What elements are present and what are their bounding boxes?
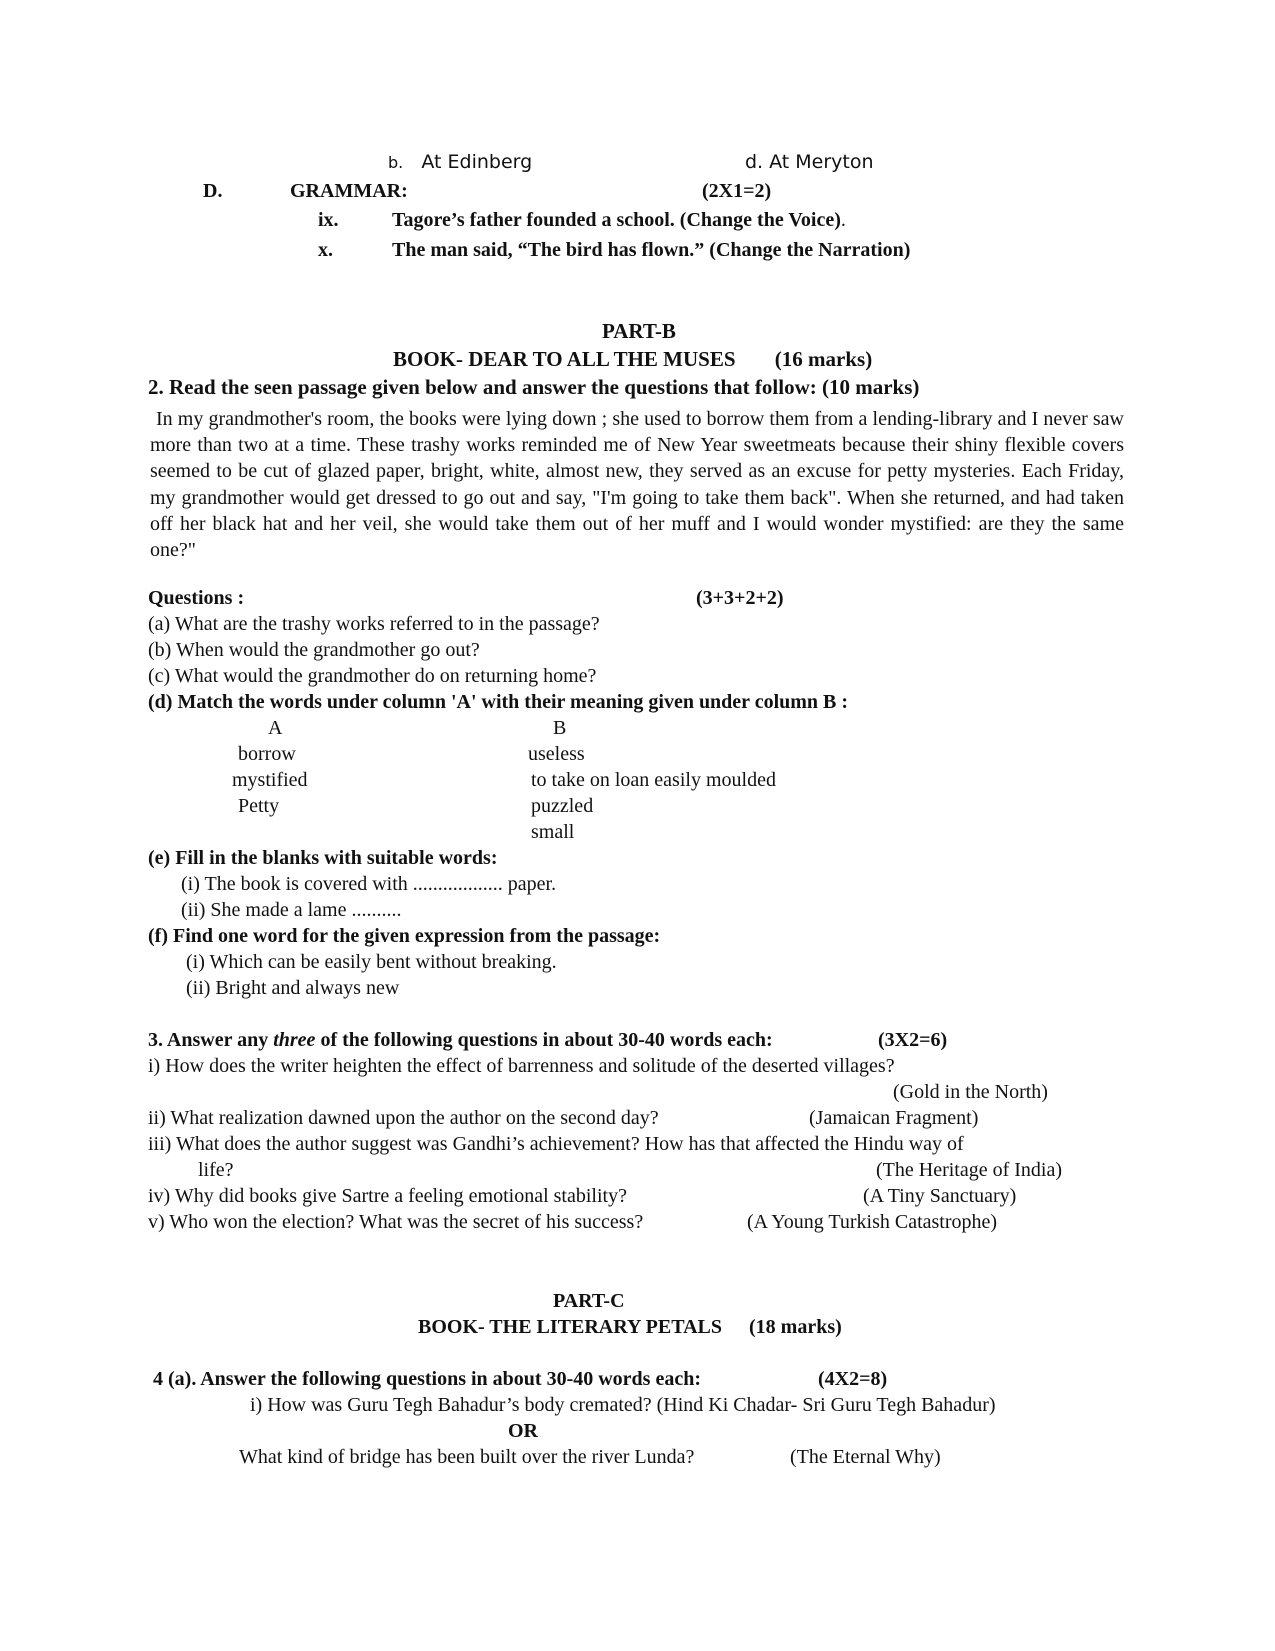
- q3-item-v-source: (A Young Turkish Catastrophe): [747, 1211, 998, 1233]
- q2-heading: 2. Read the seen passage given below and answer the questions that follow: (10 marks): [148, 375, 920, 399]
- q2-question-f-item: (ii) Bright and always new: [186, 977, 400, 999]
- column-b-item: small: [531, 821, 575, 843]
- q4-marks: (4X2=8): [818, 1368, 888, 1390]
- grammar-item-num: x.: [318, 239, 333, 261]
- q3-item-iii-continued: life?: [198, 1159, 234, 1181]
- q4-item-alt-source: (The Eternal Why): [790, 1446, 941, 1468]
- q4-item-i: i) How was Guru Tegh Bahadur’s body cremated? (Hind Ki Chadar- Sri Guru Tegh Bahadur): [250, 1394, 996, 1416]
- q2-question-e: (e) Fill in the blanks with suitable words:: [148, 847, 498, 869]
- grammar-item-num: ix.: [318, 209, 339, 231]
- q2-question-d: (d) Match the words under column 'A' with their meaning given under column B :: [148, 691, 849, 713]
- column-b-item: puzzled: [531, 795, 594, 817]
- q3-item-iv: iv) Why did books give Sartre a feeling emotional stability?: [148, 1185, 627, 1207]
- part-c-title: PART-C: [553, 1290, 625, 1312]
- part-b-title: PART-B: [602, 319, 676, 343]
- q2-question-b: (b) When would the grandmother go out?: [148, 639, 480, 661]
- q4-or: OR: [508, 1420, 538, 1442]
- q2-passage: In my grandmother's room, the books were lying down ; she used to borrow them from a lending-library and I never saw more than two at a time. These trashy works reminded me of New Year sweetmeats because their shiny flexible covers seemed to be cut of glazed paper, bright, white, almost new, they served as an excuse for petty mysteries. Each Friday, my grandmother would get dressed to go out and say, "I'm going to take them back". When she returned, and had taken off her black hat and her veil, she would take them out of her muff and I would wonder mystified: are they the same one?": [150, 408, 1124, 562]
- section-d-marks: (2X1=2): [702, 180, 772, 202]
- q4-heading: 4 (a). Answer the following questions in about 30-40 words each:: [153, 1368, 701, 1390]
- column-a-item: Petty: [238, 795, 280, 817]
- q3-item-v: v) Who won the election? What was the secret of his success?: [148, 1211, 644, 1233]
- q3-item-ii: ii) What realization dawned upon the author on the second day?: [148, 1107, 659, 1129]
- q3-heading: [148, 1027, 773, 1053]
- q2-question-e-item: (ii) She made a lame ..........: [181, 899, 402, 921]
- q3-heading-post: of the following questions in about 30-40 words each:: [315, 1029, 773, 1051]
- q3-heading-emphasis: three: [273, 1029, 316, 1051]
- q3-item-ii-source: (Jamaican Fragment): [809, 1107, 979, 1129]
- grammar-item: [392, 207, 846, 233]
- q2-questions-marks: (3+3+2+2): [696, 587, 784, 609]
- column-a-item: mystified: [232, 769, 308, 791]
- option-b-text: At Edinberg: [421, 151, 533, 173]
- part-b-marks: (16 marks): [774, 347, 873, 371]
- q3-item-i-source: (Gold in the North): [893, 1081, 1048, 1103]
- q3-item-iv-source: (A Tiny Sanctuary): [863, 1185, 1017, 1207]
- q2-questions-label: Questions :: [148, 587, 245, 609]
- q2-question-a: (a) What are the trashy works referred to in the passage?: [148, 613, 600, 635]
- q2-question-c: (c) What would the grandmother do on returning home?: [148, 665, 597, 687]
- option-b: [388, 149, 532, 176]
- q3-item-iii-source: (The Heritage of India): [876, 1159, 1063, 1181]
- q3-marks: (3X2=6): [878, 1029, 948, 1051]
- q2-question-e-item: (i) The book is covered with .................. paper.: [181, 873, 557, 895]
- q3-item-iii: iii) What does the author suggest was Gandhi’s achievement? How has that affected the Hindu way of: [148, 1133, 964, 1155]
- part-b-book-title: BOOK- DEAR TO ALL THE MUSES: [393, 347, 736, 371]
- q2-question-f-item: (i) Which can be easily bent without breaking.: [186, 951, 557, 973]
- q3-heading-pre: 3. Answer any: [148, 1029, 274, 1051]
- part-c-book-title: BOOK- THE LITERARY PETALS: [418, 1316, 722, 1338]
- q2-question-f: (f) Find one word for the given expression from the passage:: [148, 925, 661, 947]
- grammar-item-tail: .: [840, 209, 846, 231]
- column-b-item: useless: [528, 743, 585, 765]
- column-b-header: B: [553, 717, 567, 739]
- q4-item-alt: What kind of bridge has been built over the river Lunda?: [239, 1446, 695, 1468]
- part-b-book: [393, 346, 872, 372]
- q3-item-i: i) How does the writer heighten the effect of barrenness and solitude of the deserted villages?: [148, 1055, 895, 1077]
- part-c-book: [418, 1314, 842, 1340]
- section-d-label: D.: [203, 180, 223, 202]
- part-c-marks: (18 marks): [749, 1316, 842, 1338]
- option-b-letter: b.: [388, 153, 404, 172]
- column-a-item: borrow: [238, 743, 296, 765]
- option-d: d. At Meryton: [745, 151, 874, 173]
- column-a-header: A: [268, 717, 283, 739]
- grammar-item-text: Tagore’s father founded a school. (Change the Voice): [392, 209, 841, 231]
- grammar-item-text: The man said, “The bird has flown.” (Change the Narration): [392, 239, 911, 261]
- column-b-item: to take on loan easily moulded: [531, 769, 776, 791]
- section-d-title: GRAMMAR:: [290, 180, 408, 202]
